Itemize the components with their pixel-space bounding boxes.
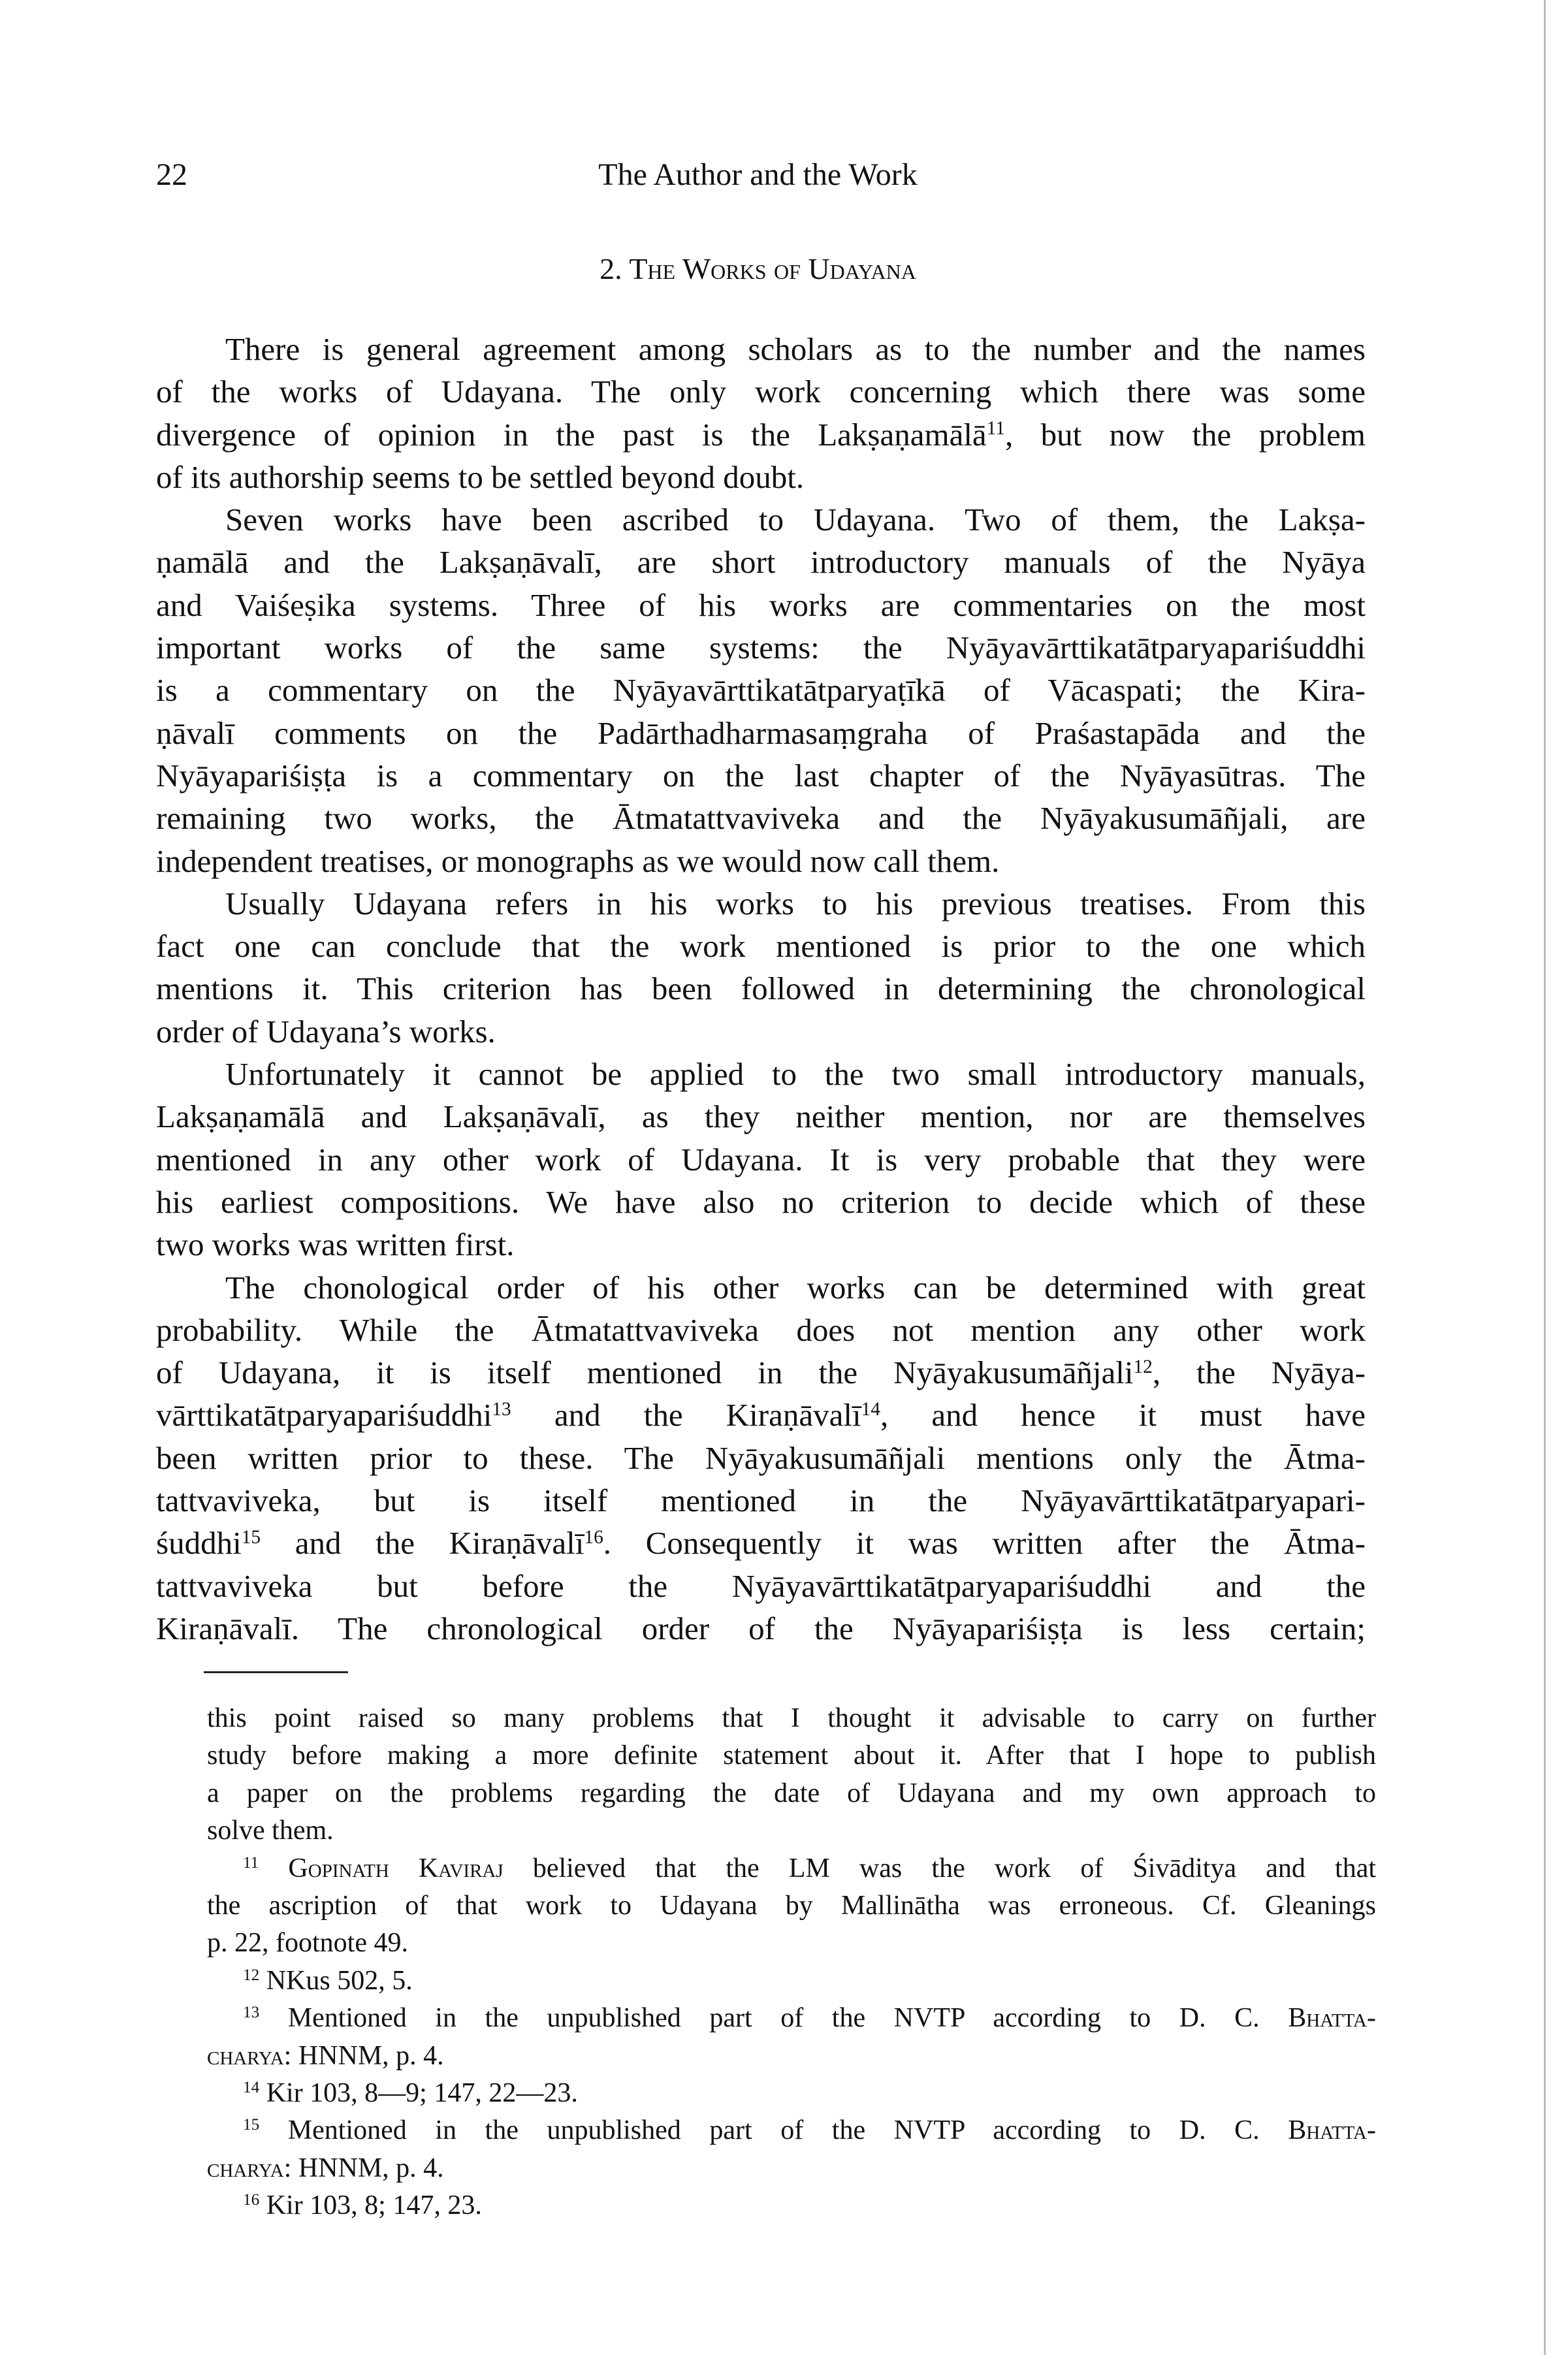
footnote-line xyxy=(207,2075,1376,2112)
footnote-marker: 16 xyxy=(584,1527,603,1548)
footnote-marker: 16 xyxy=(243,2191,260,2209)
body-line xyxy=(156,1607,1366,1650)
body-line xyxy=(156,1309,1366,1351)
footnote-line xyxy=(207,2150,1376,2187)
body-line xyxy=(156,669,1366,711)
section-heading xyxy=(0,251,1568,286)
footnote-paragraph xyxy=(207,2112,1376,2187)
body-line xyxy=(156,1394,1366,1436)
text-run: , and hence it must have xyxy=(880,1397,1366,1434)
text-run: śuddhi xyxy=(156,1525,242,1562)
text-run: Kiraṇāvalī. The chronological order of the Nyāyapariśiṣṭa is less certain; xyxy=(156,1610,1366,1646)
footnote-marker: 12 xyxy=(243,1966,260,1984)
body-line xyxy=(156,370,1366,413)
footnote-line xyxy=(207,1700,1376,1737)
footnote-line xyxy=(207,2112,1376,2149)
footnote-line xyxy=(207,1737,1376,1774)
body-line xyxy=(156,1010,1366,1053)
page-number: 22 xyxy=(156,157,187,192)
text-run: NKus 502, 5. xyxy=(259,1965,413,1996)
footnote-marker: 11 xyxy=(243,1853,259,1872)
body-line xyxy=(156,1053,1366,1095)
scan-page-edge xyxy=(1544,0,1546,2355)
footnote-marker: 14 xyxy=(243,2079,260,2097)
body-line xyxy=(156,498,1366,541)
running-title xyxy=(0,157,1568,193)
text-run: The chonological order of his other works can be determined with great xyxy=(225,1269,1366,1306)
body-paragraph xyxy=(156,882,1366,1053)
text-run: p. 22, footnote 49. xyxy=(207,1928,408,1959)
footnote-paragraph xyxy=(207,2075,1376,2112)
footnote-line xyxy=(207,2000,1376,2037)
footnote-marker: 13 xyxy=(243,2004,260,2022)
text-run: , but now the problem xyxy=(1005,416,1366,453)
text-run: mentions it. This criterion has been followed in determining the chronological xyxy=(156,970,1366,1007)
text-run: this point raised so many problems that I thought it advisable to carry on further xyxy=(207,1703,1376,1733)
section-heading-text: 2. The Works of Udayana xyxy=(600,252,916,285)
text-run: divergence of opinion in the past is the Lakṣaṇamālā xyxy=(156,416,987,453)
footnote-paragraph xyxy=(207,1700,1376,1850)
body-line xyxy=(156,840,1366,882)
footnote-marker: 12 xyxy=(1133,1356,1153,1377)
text-run: Mentioned in the unpublished part of the NVTP according to D. C. xyxy=(259,2115,1288,2146)
footnote-paragraph xyxy=(207,1962,1376,2000)
body-line xyxy=(156,797,1366,839)
text-run: and the Kiraṇāvalī xyxy=(261,1525,584,1562)
text-run: , the Nyāya- xyxy=(1152,1354,1366,1391)
text-run: important works of the same systems: the Nyāyavārttikatātparyapariśuddhi xyxy=(156,630,1366,666)
text-run: a paper on the problems regarding the date of Udayana and my own approach to xyxy=(207,1778,1376,1808)
footnote-line xyxy=(207,2038,1376,2075)
text-run: probability. While the Ātmatattvaviveka does not mention any other work xyxy=(156,1311,1366,1348)
footnote-marker: 15 xyxy=(243,2116,260,2134)
small-caps-name: Bhatta- xyxy=(1288,2003,1376,2034)
body-line xyxy=(156,882,1366,925)
text-run: tattvaviveka but before the Nyāyavārttikatātparyapariśuddhi and the xyxy=(156,1567,1366,1604)
text-run: . Consequently it was written after the Ātma- xyxy=(603,1525,1366,1562)
text-run: mentioned in any other work of Udayana. It is very probable that they were xyxy=(156,1141,1366,1178)
text-run: been written prior to these. The Nyāyakusumāñjali mentions only the Ātma- xyxy=(156,1439,1366,1476)
body-line xyxy=(156,1266,1366,1309)
footnote-line xyxy=(207,1925,1376,1962)
body-paragraph xyxy=(156,1053,1366,1266)
body-line xyxy=(156,413,1366,456)
footnote-marker: 11 xyxy=(986,418,1005,440)
body-line xyxy=(156,1565,1366,1607)
text-run: : HNNM, p. 4. xyxy=(283,2040,444,2071)
text-run: believed that the LM was the work of Śivāditya and that xyxy=(503,1853,1376,1883)
body-line xyxy=(156,1223,1366,1266)
text-run: of Udayana, it is itself mentioned in the Nyāyakusumāñjali xyxy=(156,1354,1134,1391)
body-line xyxy=(156,626,1366,669)
footnotes xyxy=(207,1700,1376,2224)
text-run: independent treatises, or monographs as we would now call them. xyxy=(156,842,1000,879)
small-caps-name: charya xyxy=(207,2040,284,2071)
body-paragraph xyxy=(156,328,1366,498)
body-line xyxy=(156,1522,1366,1564)
text-run: and the Kiraṇāvalī xyxy=(511,1397,861,1434)
text-run: Mentioned in the unpublished part of the NVTP according to D. C. xyxy=(259,2003,1288,2034)
footnote-paragraph xyxy=(207,1850,1376,1962)
body-line xyxy=(156,1351,1366,1394)
body-line xyxy=(156,967,1366,1010)
footnote-marker: 14 xyxy=(861,1399,880,1420)
body-line xyxy=(156,456,1366,498)
text-run: of its authorship seems to be settled beyond doubt. xyxy=(156,458,805,495)
body-line xyxy=(156,541,1366,583)
main-text xyxy=(156,328,1366,1650)
text-run: of the works of Udayana. The only work concerning which there was some xyxy=(156,374,1366,410)
footnote-line xyxy=(207,1812,1376,1850)
text-run: Seven works have been ascribed to Udayana. Two of them, the Lakṣa- xyxy=(225,502,1366,538)
text-run: and Vaiśeṣika systems. Three of his works are commentaries on the most xyxy=(156,586,1366,623)
footnote-marker: 15 xyxy=(241,1527,261,1548)
small-caps-name: Gopinath Kaviraj xyxy=(288,1853,504,1883)
body-line xyxy=(156,754,1366,797)
body-paragraph xyxy=(156,498,1366,882)
footnote-line xyxy=(207,2187,1376,2224)
body-paragraph xyxy=(156,1266,1366,1650)
text-run: Kir 103, 8; 147, 23. xyxy=(259,2190,482,2221)
text-run: There is general agreement among scholars as to the number and the names xyxy=(225,331,1366,367)
text-run: vārttikatātparyapariśuddhi xyxy=(156,1397,492,1434)
text-run: the ascription of that work to Udayana by Mallinātha was erroneous. Cf. Gleanings xyxy=(207,1890,1376,1921)
text-run: ṇamālā and the Lakṣaṇāvalī, are short introductory manuals of the Nyāya xyxy=(156,544,1366,581)
text-run: Kir 103, 8—9; 147, 22—23. xyxy=(259,2077,578,2108)
text-run: is a commentary on the Nyāyavārttikatātparyaṭīkā of Vācaspati; the Kira- xyxy=(156,672,1366,709)
text-run: remaining two works, the Ātmatattvaviveka and the Nyāyakusumāñjali, are xyxy=(156,800,1366,837)
text-run: order of Udayana’s works. xyxy=(156,1013,496,1049)
body-line xyxy=(156,1437,1366,1479)
small-caps-name: charya xyxy=(207,2153,284,2183)
text-run: study before making a more definite statement about it. After that I hope to publish xyxy=(207,1740,1376,1771)
text-run: Lakṣaṇamālā and Lakṣaṇāvalī, as they neither mention, nor are themselves xyxy=(156,1098,1366,1135)
text-run: fact one can conclude that the work mentioned is prior to the one which xyxy=(156,928,1366,965)
text-run: his earliest compositions. We have also no criterion to decide which of these xyxy=(156,1183,1366,1220)
text-run: solve them. xyxy=(207,1816,334,1846)
footnote-paragraph xyxy=(207,2187,1376,2224)
text-run: tattvaviveka, but is itself mentioned in the Nyāyavārttikatātparyapari- xyxy=(156,1482,1366,1519)
running-title-text: The Author and the Work xyxy=(598,157,918,192)
text-run: Nyāyapariśiṣṭa is a commentary on the last chapter of the Nyāyasūtras. The xyxy=(156,757,1366,793)
footnote-line xyxy=(207,1887,1376,1925)
body-line xyxy=(156,584,1366,626)
body-line xyxy=(156,1181,1366,1223)
text-run: ṇāvalī comments on the Padārthadharmasaṃgraha of Praśastapāda and the xyxy=(156,714,1366,751)
text-run xyxy=(259,1853,288,1883)
text-run: Usually Udayana refers in his works to his previous treatises. From this xyxy=(225,885,1366,921)
body-line xyxy=(156,712,1366,754)
body-line xyxy=(156,1095,1366,1138)
body-line xyxy=(156,1479,1366,1522)
footnote-marker: 13 xyxy=(492,1399,511,1420)
footnote-line xyxy=(207,1850,1376,1887)
body-line xyxy=(156,1138,1366,1181)
text-run: : HNNM, p. 4. xyxy=(283,2153,444,2183)
footnote-line xyxy=(207,1775,1376,1812)
text-run: two works was written first. xyxy=(156,1226,515,1263)
footnote-paragraph xyxy=(207,2000,1376,2075)
body-line xyxy=(156,328,1366,370)
footnote-line xyxy=(207,1962,1376,2000)
small-caps-name: Bhatta- xyxy=(1288,2115,1376,2146)
body-line xyxy=(156,925,1366,967)
text-run: Unfortunately it cannot be applied to the two small introductory manuals, xyxy=(225,1056,1366,1093)
footnote-separator xyxy=(204,1671,348,1673)
